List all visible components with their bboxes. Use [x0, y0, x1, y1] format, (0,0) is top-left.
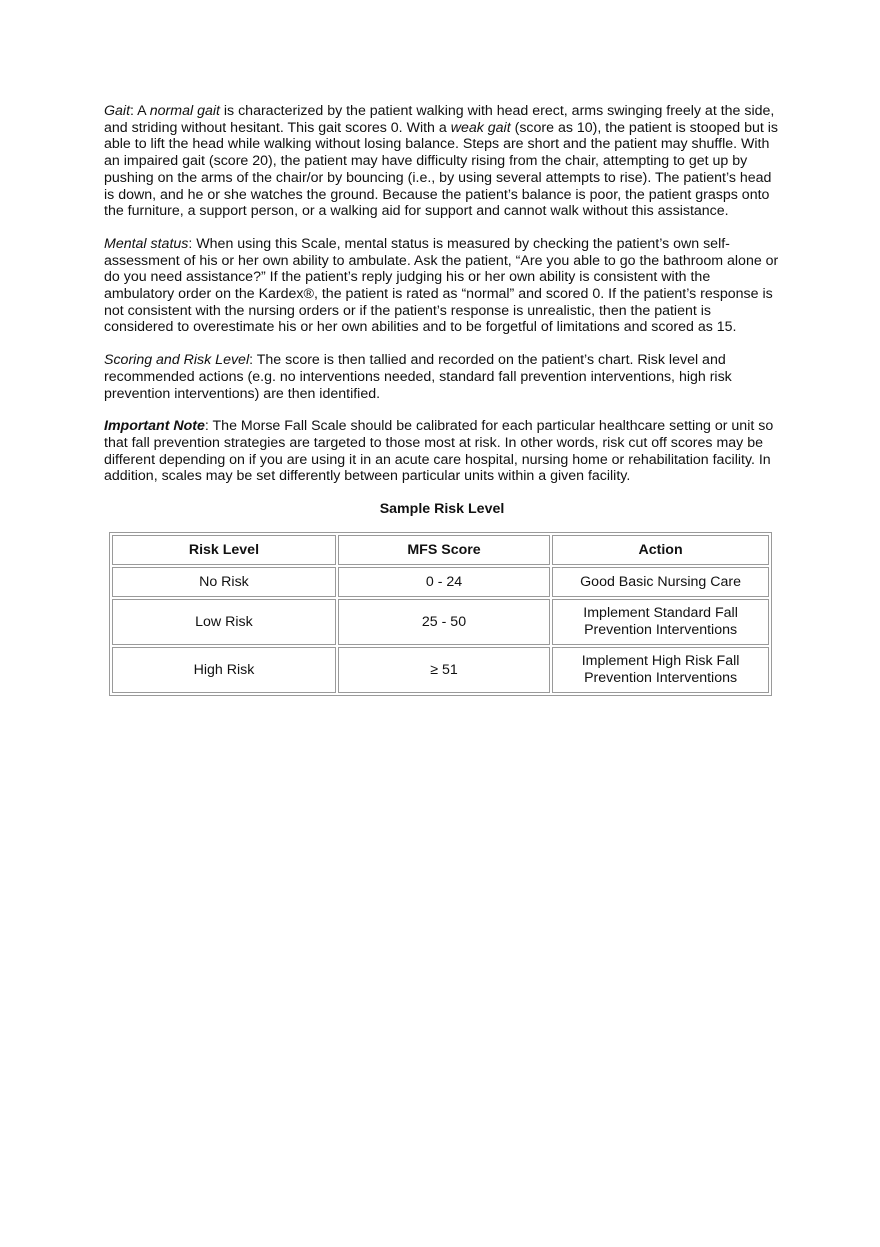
- normal-gait-term: normal gait: [149, 103, 220, 119]
- gait-text-1: : A: [130, 103, 150, 119]
- gait-paragraph: [104, 103, 780, 220]
- mfs-score-cell: 0 - 24: [338, 567, 550, 597]
- gait-text-3: (score as 10), the patient is stooped but is able to lift the head while walking without losing balance. Steps are short and the patient may shuffle. With an impaired gait (score 20), the patient may have difficulty rising from the chair, attempting to get up by pushing on the arms of the chair/or by bouncing (i.e., by using several attempts to rise). The patient’s head is down, and he or she watches the ground. Because the patient’s balance is poor, the patient grasps onto the furniture, a support person, or a walking aid for support and cannot walk without this assistance.: [104, 119, 779, 220]
- header-risk-level: Risk Level: [112, 535, 336, 565]
- scoring-paragraph: [104, 352, 780, 402]
- risk-level-cell: High Risk: [112, 647, 336, 693]
- weak-gait-term: weak gait: [450, 119, 511, 136]
- risk-level-cell: No Risk: [112, 567, 336, 597]
- table-row: [112, 647, 769, 693]
- table-row: [112, 599, 769, 645]
- gait-label: Gait: [104, 103, 131, 119]
- important-note-text: : The Morse Fall Scale should be calibrated for each particular healthcare setting or unit so that fall prevention strategies are targeted to those most at risk. In other words, risk cut off scores may be different depending on if you are using it in an acute care hospital, nursing home or rehabilitation facility. In addition, scales may be set differently between particular units within a given facility.: [104, 418, 774, 485]
- document-page: [104, 103, 780, 696]
- important-note-paragraph: [104, 418, 780, 485]
- table-caption: Sample Risk Level: [379, 501, 505, 518]
- scoring-label: Scoring and Risk Level: [104, 352, 250, 369]
- action-cell: Implement Standard Fall Prevention Interventions: [552, 599, 769, 645]
- mfs-score-cell: ≥ 51: [338, 647, 550, 693]
- header-action: Action: [552, 535, 769, 565]
- mental-status-text: : When using this Scale, mental status is measured by checking the patient’s own self-assessment of his or her own ability to ambulate. Ask the patient, “Are you able to go the bathroom alone or do you need assistance?” If the patient’s reply judging his or her own ability is consistent with the ambulatory order on the Kardex®, the patient is rated as “normal” and scored 0. If the patient’s response is not consistent with the nursing orders or if the patient’s response is unrealistic, then the patient is considered to overestimate his or her own abilities and to be forgetful of limitations and scored as 15.: [104, 235, 779, 336]
- table-row: [112, 567, 769, 597]
- mental-status-label: Mental status: [104, 235, 189, 252]
- header-mfs-score: MFS Score: [338, 535, 550, 565]
- table-header-row: [112, 535, 769, 565]
- risk-level-cell: Low Risk: [112, 599, 336, 645]
- important-note-label: Important Note: [104, 418, 205, 435]
- scoring-text: : The score is then tallied and recorded on the patient’s chart. Risk level and recommended actions (e.g. no interventions needed, standard fall prevention interventions, high risk prevention interventions) are then identified.: [104, 352, 732, 402]
- mfs-score-cell: 25 - 50: [338, 599, 550, 645]
- action-cell: Good Basic Nursing Care: [552, 567, 769, 597]
- action-cell: Implement High Risk Fall Prevention Interventions: [552, 647, 769, 693]
- gait-text-2: is characterized by the patient walking with head erect, arms swinging freely at the side, and striding without hesitant. This gait scores 0. With a: [104, 103, 775, 136]
- mental-status-paragraph: [104, 236, 780, 336]
- risk-level-table: [109, 532, 772, 696]
